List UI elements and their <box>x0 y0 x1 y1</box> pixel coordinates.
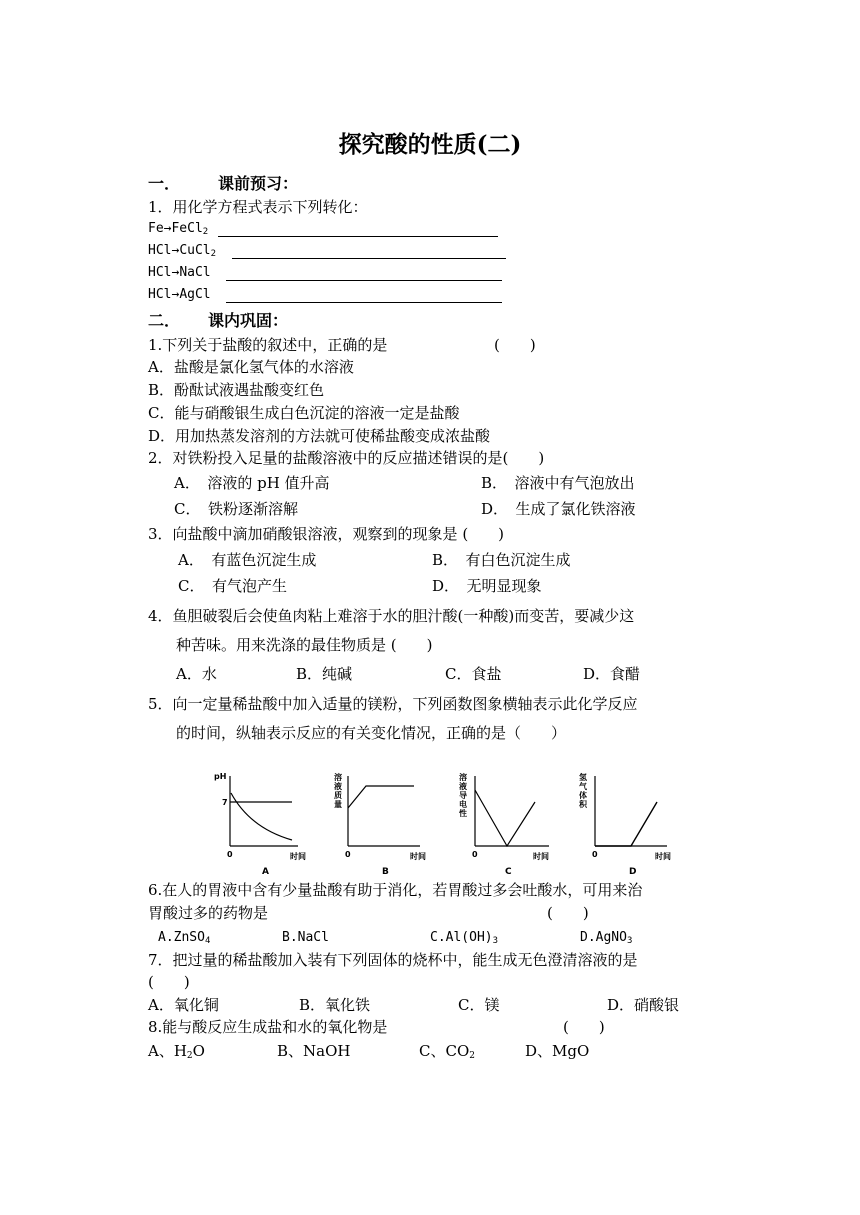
graph-b-ylabel: 溶液质量 <box>334 773 342 809</box>
q7-line-1: 7．把过量的稀盐酸加入装有下列固体的烧杯中，能生成无色澄清溶液的是 <box>148 951 638 969</box>
graph-a-origin: 0 <box>227 850 233 859</box>
q6-option-d: D.AgNO$_3$ <box>580 930 633 946</box>
graph-a <box>210 768 305 878</box>
graph-c-origin: 0 <box>472 850 478 859</box>
q3-option-b: B． 有白色沉淀生成 <box>432 551 571 569</box>
graph-c-ylabel: 溶液导电性 <box>459 773 467 818</box>
q6-option-b: B.NaCl <box>282 930 329 945</box>
graph-d-series <box>595 802 657 846</box>
graph-a-ylabel: pH <box>214 772 227 781</box>
graph-a-ytick: 7 <box>222 798 228 807</box>
q8-option-b: B、NaOH <box>277 1042 351 1060</box>
q4-option-c: C．食盐 <box>445 665 502 683</box>
q2-option-b: B． 溶液中有气泡放出 <box>481 474 635 492</box>
graph-c <box>455 768 555 878</box>
graph-d-origin: 0 <box>592 850 598 859</box>
section2-number: 二． <box>148 311 181 330</box>
q6-option-c: $C.Al(OH)_3$ <box>430 930 499 946</box>
q8-option-c: C、$CO_2$ <box>419 1042 475 1061</box>
q4-option-a: A．水 <box>176 665 217 683</box>
q7-option-c: C．镁 <box>458 996 500 1014</box>
q4-option-b: B．纯碱 <box>296 665 353 683</box>
answer-blank-2[interactable] <box>232 258 506 259</box>
q4-option-d: D．食醋 <box>583 665 641 683</box>
q1-option-c: C．能与硝酸银生成白色沉淀的溶液一定是盐酸 <box>148 404 460 422</box>
section1-label: 课前预习： <box>218 174 299 193</box>
q3-stem: 3．向盐酸中滴加硝酸银溶液，观察到的现象是 ( ) <box>148 525 505 543</box>
graph-c-series <box>475 790 535 846</box>
q1-option-b: B．酚酞试液遇盐酸变红色 <box>148 381 325 399</box>
graph-a-series-curve <box>231 793 292 840</box>
q7-line-2[interactable]: ( ) <box>148 973 190 991</box>
q4-line-2: 种苦味。用来洗涤的最佳物质是 ( ) <box>176 636 433 654</box>
q8-answer-paren[interactable]: ( ) <box>563 1018 605 1036</box>
graph-a-label: A <box>262 867 269 877</box>
answer-blank-1[interactable] <box>218 236 498 237</box>
graph-b-xlabel: 时间 <box>410 852 426 861</box>
graph-c-xlabel: 时间 <box>533 852 549 861</box>
q6-answer-paren[interactable]: ( ) <box>547 904 589 922</box>
graph-a-xlabel: 时间 <box>290 852 306 861</box>
page-title: 探究酸的性质(二) <box>338 131 522 158</box>
preview-question-1: 1．用化学方程式表示下列转化： <box>148 198 368 216</box>
graph-b <box>328 768 428 878</box>
q3-option-a: A． 有蓝色沉淀生成 <box>178 551 317 569</box>
q8-option-d: D、MgO <box>525 1042 590 1060</box>
q6-option-a: A.ZnSO$_4$ <box>158 930 211 946</box>
q3-option-c: C． 有气泡产生 <box>178 577 287 595</box>
q5-line-1: 5．向一定量稀盐酸中加入适量的镁粉，下列函数图象横轴表示此化学反应 <box>148 695 638 713</box>
graph-d <box>575 768 675 878</box>
graph-d-label: D <box>629 867 637 877</box>
q1-option-a: A．盐酸是氯化氢气体的水溶液 <box>148 358 354 376</box>
q3-option-d: D． 无明显现象 <box>432 577 542 595</box>
q7-option-b: B．氧化铁 <box>299 996 371 1014</box>
q1-option-d: D．用加热蒸发溶剂的方法就可使稀盐酸变成浓盐酸 <box>148 427 491 445</box>
graph-b-origin: 0 <box>345 850 351 859</box>
q2-option-c: C． 铁粉逐渐溶解 <box>174 500 298 518</box>
graph-b-label: B <box>382 867 389 877</box>
graph-d-xlabel: 时间 <box>655 852 671 861</box>
q6-line-2: 胃酸过多的药物是 <box>148 904 269 922</box>
q8-option-a: A、$H_2O$ <box>148 1042 205 1061</box>
section2-label: 课内巩固： <box>208 311 289 330</box>
q1-stem: 1.下列关于盐酸的叙述中，正确的是 <box>148 336 388 354</box>
conversion-3: HCl→NaCl <box>148 265 211 280</box>
q1-answer-paren[interactable]: ( ) <box>494 336 536 354</box>
q8-stem: 8.能与酸反应生成盐和水的氧化物是 <box>148 1018 388 1036</box>
conversion-2: HCl→CuCl$_2$ <box>148 243 217 259</box>
q6-line-1: 6.在人的胃液中含有少量盐酸有助于消化，若胃酸过多会吐酸水，可用来治 <box>148 881 643 899</box>
q7-option-a: A．氧化铜 <box>148 996 219 1014</box>
q2-stem: 2．对铁粉投入足量的盐酸溶液中的反应描述错误的是( ) <box>148 449 545 467</box>
section1-number: 一． <box>148 174 181 193</box>
conversion-4: HCl→AgCl <box>148 287 211 302</box>
answer-blank-4[interactable] <box>226 302 502 303</box>
conversion-1: Fe→FeCl$_2$ <box>148 221 209 237</box>
q7-option-d: D．硝酸银 <box>607 996 680 1014</box>
q2-option-a: A． 溶液的 pH 值升高 <box>174 474 330 492</box>
graph-b-series <box>348 786 414 808</box>
q4-line-1: 4．鱼胆破裂后会使鱼肉粘上难溶于水的胆汁酸(一种酸)而变苦，要减少这 <box>148 607 635 625</box>
q5-line-2: 的时间，纵轴表示反应的有关变化情况，正确的是（ ） <box>176 724 567 742</box>
q2-option-d: D． 生成了氯化铁溶液 <box>481 500 636 518</box>
graph-d-ylabel: 氢气体积 <box>579 773 587 809</box>
graph-c-label: C <box>505 867 512 877</box>
answer-blank-3[interactable] <box>226 280 502 281</box>
graph-b-ylabel-group <box>334 772 342 809</box>
